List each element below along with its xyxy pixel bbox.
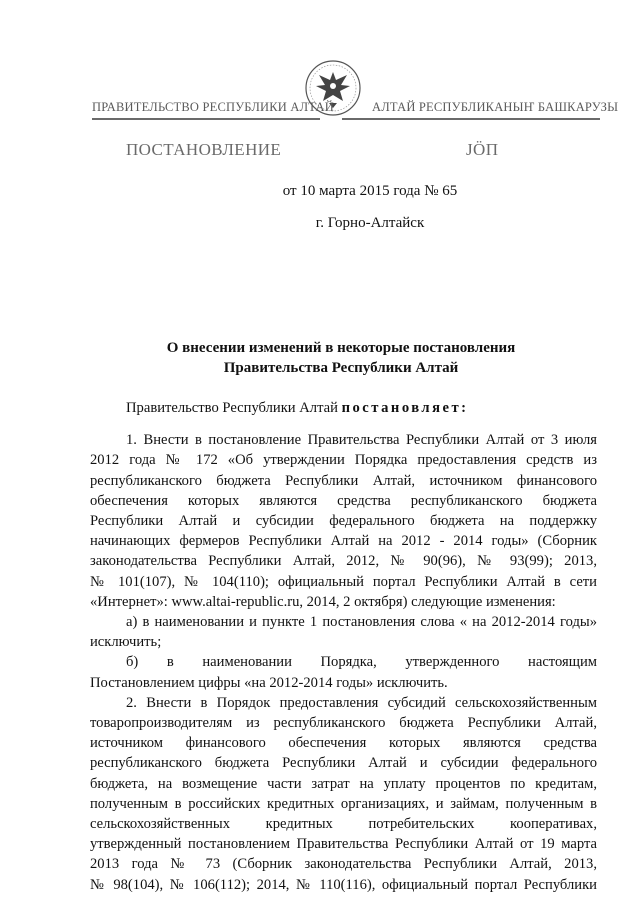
text-line: полученным в российских кредитных организациях, и займам, полученным в: [90, 795, 597, 812]
text-line: Постановлением цифры «на 2012-2014 годы» исключить.: [90, 674, 448, 691]
title-line: О внесении изменений в некоторые постановления: [166, 340, 516, 356]
subparagraph-a: [90, 612, 597, 652]
doc-type-russian: ПОСТАНОВЛЕНИЕ: [126, 140, 282, 159]
subparagraph-b: [90, 652, 597, 692]
text-line: № 98(104), № 106(112); 2014, № 110(116), официальный портал Республики: [90, 876, 597, 893]
document-city: г. Горно-Алтайск: [315, 215, 425, 231]
document-title: [90, 338, 592, 378]
decree-lead: Правительство Республики Алтай: [126, 400, 342, 416]
title-line: Правительства Республики Алтай: [223, 360, 459, 376]
text-line: начинающих фермеров Республики Алтай на 2012 - 2014 годы» (Сборник: [90, 533, 597, 550]
document-date-number: от 10 марта 2015 года № 65: [282, 183, 458, 199]
text-line: 2. Внести в Порядок предоставления субсидий сельскохозяйственным: [126, 694, 597, 711]
text-line: 2012 года № 172 «Об утверждении Порядка предоставления средств из: [90, 452, 597, 469]
header-rule-right: [342, 118, 600, 120]
text-line: республиканского бюджета Республики Алтай, источником финансового: [90, 472, 597, 489]
text-line: № 101(107), № 104(110); официальный портал Республики Алтай в сети: [90, 573, 597, 590]
text-line: «Интернет»: www.altai-republic.ru, 2014, 2 октября) следующие изменения:: [90, 593, 556, 610]
decree-word: постановляет:: [341, 400, 469, 416]
text-line: бюджета, на возмещение части затрат на уплату процентов по кредитам,: [90, 775, 597, 792]
decree-paragraph: [90, 398, 597, 418]
text-line: б) в наименовании Порядка, утвержденного настоящим: [126, 654, 597, 671]
government-name-russian: ПРАВИТЕЛЬСТВО РЕСПУБЛИКИ АЛТАЙ: [92, 100, 334, 114]
text-line: утвержденный постановлением Правительства Республики Алтай от 19 марта: [90, 836, 597, 853]
header-rule-left: [92, 118, 320, 120]
document-body: [90, 398, 597, 895]
text-line: Республики Алтай и субсидии федерального бюджета на поддержку: [90, 513, 597, 530]
text-line: 2013 года № 73 (Сборник законодательства Республики Алтай, 2013,: [90, 856, 597, 873]
text-line: законодательства Республики Алтай, 2012, № 90(96), № 93(99); 2013,: [90, 553, 597, 570]
text-line: исключить;: [90, 634, 162, 651]
paragraph-2: [90, 693, 597, 895]
text-line: источником финансового обеспечения которых являются средства: [90, 735, 597, 752]
text-line: республиканского бюджета Республики Алтай и субсидии федерального: [90, 755, 597, 772]
text-line: а) в наименовании и пункте 1 постановления слова « на 2012-2014 годы»: [126, 614, 597, 631]
text-line: сельскохозяйственных кредитных потребительских кооперативах,: [90, 816, 597, 833]
text-line: обеспечения которых являются средства республиканского бюджета: [90, 492, 597, 509]
text-line: 1. Внести в постановление Правительства Республики Алтай от 3 июля: [126, 432, 597, 449]
text-line: товаропроизводителям из республиканского бюджета Республики Алтай,: [90, 715, 597, 732]
doc-type-altai: JÖП: [466, 140, 499, 159]
paragraph-1: [90, 430, 597, 612]
government-name-altai: АЛТАЙ РЕСПУБЛИКАНЫҤ БАШКАРУЗЫ: [372, 100, 619, 114]
